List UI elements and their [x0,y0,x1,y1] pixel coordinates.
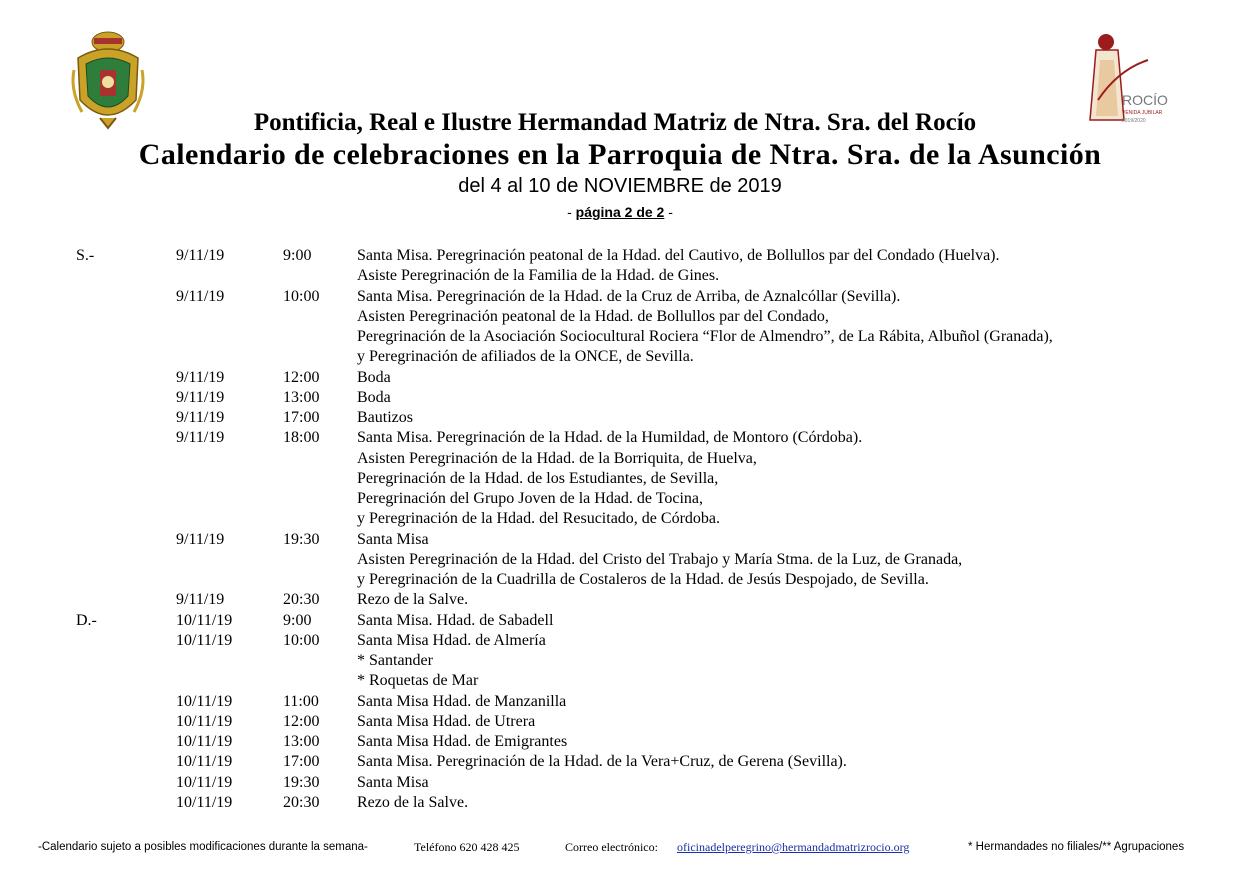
row-description: Santa Misa. Peregrinación de la Hdad. de la Humildad, de Montoro (Córdoba). [357,429,863,447]
row-date: 9/11/19 [176,287,225,305]
table-row [0,793,1240,813]
row-time: 9:00 [283,247,312,264]
table-row [0,530,1240,550]
row-date: 9/11/19 [176,429,225,447]
jubilee-logo-years: 2019/2020 [1122,118,1146,124]
footer-email-label: Correo electrónico: [565,840,658,854]
table-row [0,611,1240,631]
row-time: 13:00 [283,733,320,750]
row-description: Peregrinación del Grupo Joven de la Hdad. de Tocina, [357,490,704,507]
jubilee-logo-subtext: VENIDA JUBILAR [1122,110,1163,116]
row-description: Asisten Peregrinación peatonal de la Hdad. de Bollullos par del Condado, [357,307,829,325]
page-indicator [0,204,1240,220]
table-row [0,651,1240,671]
table-row [0,671,1240,691]
row-date: 10/11/19 [176,793,233,811]
row-time: 20:30 [283,591,320,609]
row-time: 13:00 [283,388,320,406]
footer-disclaimer: -Calendario sujeto a posibles modificaciones durante la semana- [38,841,368,853]
table-row [0,489,1240,509]
row-date: 10/11/19 [176,712,233,730]
table-row [0,509,1240,529]
table-row [0,570,1240,590]
row-date: 9/11/19 [176,247,225,264]
row-description: Santa Misa. Peregrinación de la Hdad. de la Vera+Cruz, de Gerena (Sevilla). [357,753,847,771]
row-time: 19:30 [283,530,320,548]
table-row [0,469,1240,489]
table-row [0,631,1240,651]
row-date: 9/11/19 [176,409,225,426]
row-date: 10/11/19 [176,631,233,649]
footer-legend: * Hermandades no filiales/** Agrupaciones [968,841,1185,853]
row-description: Peregrinación de la Asociación Sociocultural Rociera “Flor de Almendro”, de La Rábita, Albuñol (Granada), [357,328,1053,345]
row-description: Santa Misa [357,530,429,548]
table-row [0,449,1240,469]
row-description: Asisten Peregrinación de la Hdad. de la Borriquita, de Huelva, [357,449,757,467]
brotherhood-name: Pontificia, Real e Ilustre Hermandad Matriz de Ntra. Sra. del Rocío [253,109,977,136]
row-description: Rezo de la Salve. [357,591,469,609]
row-date: 10/11/19 [176,611,233,629]
row-time: 10:00 [283,631,320,649]
row-description: Santa Misa. Peregrinación peatonal de la Hdad. del Cautivo, de Bollullos par del Condado (Huelva). [357,247,1000,264]
table-row [0,712,1240,732]
row-time: 18:00 [283,429,320,447]
row-date: 10/11/19 [176,753,233,771]
row-date: 10/11/19 [176,773,233,791]
row-description: Bautizos [357,409,413,426]
row-time: 11:00 [283,692,319,710]
row-day: S.- [76,247,95,264]
row-description: Santa Misa Hdad. de Utrera [357,712,536,730]
row-description: Santa Misa Hdad. de Emigrantes [357,733,568,750]
page-prefix: - [567,204,576,220]
page-number: página 2 de 2 [575,204,665,220]
row-description: Asisten Peregrinación de la Hdad. del Cristo del Trabajo y María Stma. de la Luz, de Granada, [357,550,963,568]
footer [0,838,1240,856]
table-row [0,368,1240,388]
row-day: D.- [76,611,97,629]
table-row [0,246,1240,266]
table-row [0,266,1240,286]
table-row [0,590,1240,610]
row-time: 12:00 [283,712,320,730]
table-row [0,307,1240,327]
page-suffix: - [664,204,673,220]
row-description: Santa Misa. Peregrinación de la Hdad. de la Cruz de Arriba, de Aznalcóllar (Sevilla). [357,287,901,305]
table-row [0,732,1240,752]
row-description: y Peregrinación de la Cuadrilla de Costaleros de la Hdad. de Jesús Despojado, de Sevilla. [357,571,929,588]
row-description: Boda [357,388,391,406]
row-date: 10/11/19 [176,692,233,710]
table-row [0,408,1240,428]
table-row [0,428,1240,448]
row-description: y Peregrinación de afiliados de la ONCE, de Sevilla. [357,348,694,366]
table-row [0,347,1240,367]
row-time: 12:00 [283,368,320,386]
row-date: 9/11/19 [176,591,225,609]
date-range: del 4 al 10 de NOVIEMBRE de 2019 [458,175,782,197]
calendar-title: Calendario de celebraciones en la Parroquia de Ntra. Sra. de la Asunción [138,138,1102,171]
row-description: y Peregrinación de la Hdad. del Resucitado, de Córdoba. [357,510,720,528]
row-time: 20:30 [283,793,320,811]
row-time: 19:30 [283,773,320,791]
row-time: 17:00 [283,409,320,426]
row-date: 9/11/19 [176,530,225,548]
row-time: 17:00 [283,753,320,771]
row-description: * Santander [357,652,433,669]
table-row [0,388,1240,408]
row-description: Santa Misa Hdad. de Manzanilla [357,692,567,710]
jubilee-logo-text: ROCÍO [1122,92,1168,108]
footer-phone: Teléfono 620 428 425 [414,840,520,854]
row-date: 9/11/19 [176,388,225,406]
row-description: Boda [357,368,391,386]
row-description: Peregrinación de la Hdad. de los Estudiantes, de Sevilla, [357,469,719,487]
table-row [0,773,1240,793]
row-description: Santa Misa. Hdad. de Sabadell [357,611,554,629]
row-description: Rezo de la Salve. [357,793,469,811]
row-description: * Roquetas de Mar [357,672,479,690]
row-description: Asiste Peregrinación de la Familia de la Hdad. de Gines. [357,267,720,285]
row-description: Santa Misa [357,773,429,791]
row-date: 10/11/19 [176,733,233,750]
table-row [0,287,1240,307]
table-row [0,327,1240,347]
row-description: Santa Misa Hdad. de Almería [357,631,546,649]
row-time: 10:00 [283,287,320,305]
table-row [0,692,1240,712]
footer-email-link[interactable]: oficinadelperegrino@hermandadmatrizrocio.org [677,840,910,854]
table-row [0,752,1240,772]
table-row [0,550,1240,570]
row-time: 9:00 [283,611,312,629]
row-date: 9/11/19 [176,368,225,386]
